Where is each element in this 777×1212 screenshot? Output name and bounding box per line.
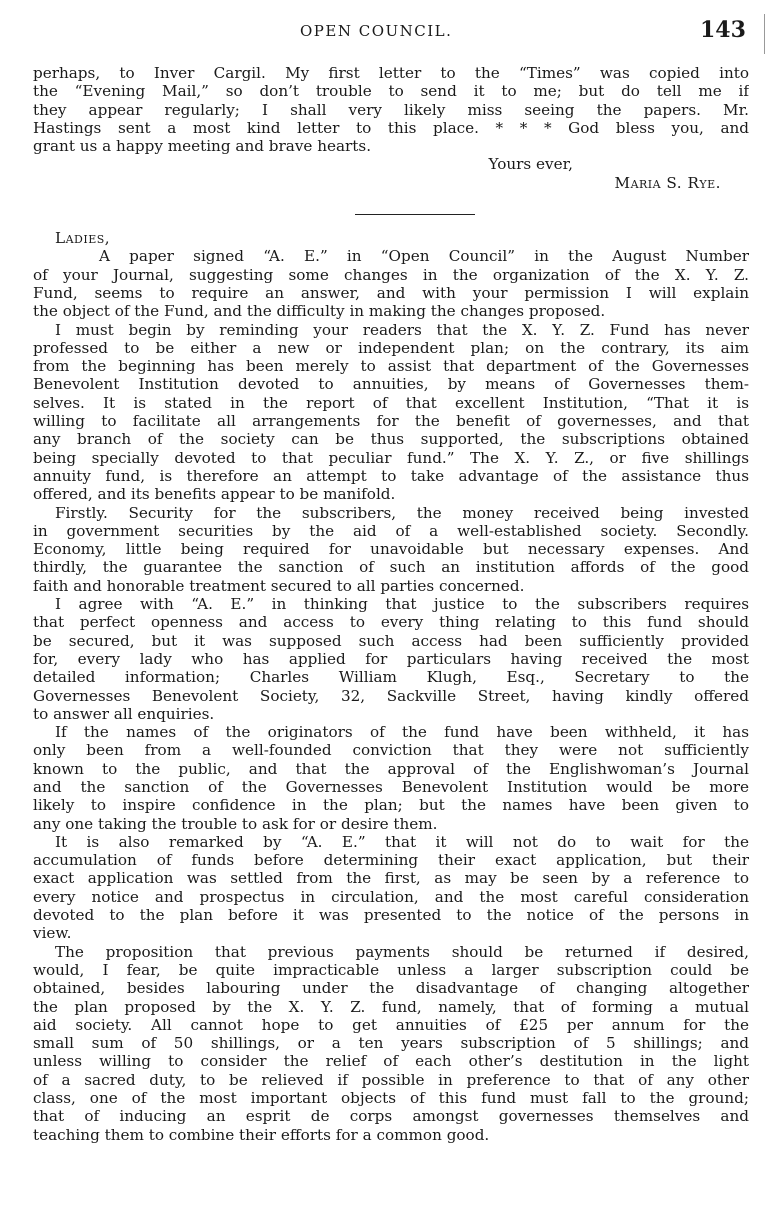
text-line: in government securities by the aid of a well-established society. Secondly.: [33, 521, 749, 540]
text-line: selves. It is stated in the report of that excellent Institution, “That it is: [33, 393, 749, 412]
text-line: Fund, seems to require an answer, and with your permission I will explain: [33, 283, 749, 302]
text-line: A paper signed “A. E.” in “Open Council” in the August Number: [99, 247, 749, 266]
text-line: and the sanction of the Governesses Benevolent Institution would be more: [33, 777, 749, 796]
text-line: the “Evening Mail,” so don’t trouble to send it to me; but do tell me if: [33, 82, 749, 101]
text-line: unless willing to consider the relief of each other’s destitution in the light: [33, 1052, 749, 1071]
text-line: obtained, besides labouring under the disadvantage of changing altogether: [33, 979, 749, 998]
text-line: for, every lady who has applied for particulars having received the most: [33, 649, 749, 668]
paragraph: [33, 833, 749, 943]
paragraph: [33, 247, 749, 320]
body-text: [33, 64, 749, 1144]
text-line: teaching them to combine their efforts for a common good.: [33, 1125, 490, 1144]
letter-closing: Yours ever,: [488, 155, 573, 174]
text-line: Benevolent Institution devoted to annuities, by means of Governesses them-: [33, 375, 749, 394]
text-line: be secured, but it was supposed such access had been sufficiently provided: [33, 631, 749, 650]
text-line: likely to inspire confidence in the plan; but the names have been given to: [33, 796, 749, 815]
text-line: annuity fund, is therefore an attempt to take advantage of the assistance thus: [33, 466, 749, 485]
text-line: of a sacred duty, to be relieved if possible in preference to that of any other: [33, 1070, 749, 1089]
text-line: that perfect openness and access to every thing relating to this fund should: [33, 613, 749, 632]
running-head: OPEN COUNCIL.: [300, 22, 453, 40]
text-line: from the beginning has been merely to assist that department of the Governesses: [33, 357, 749, 376]
page-header: [0, 14, 777, 46]
text-line: being specially devoted to that peculiar fund.” The X. Y. Z., or five shillings: [33, 448, 749, 467]
letter-continuation: [33, 64, 749, 192]
text-line: I agree with “A. E.” in thinking that justice to the subscribers requires: [55, 595, 749, 614]
paragraph: [33, 723, 749, 833]
text-line: known to the public, and that the approval of the Englishwoman’s Journal: [33, 759, 749, 778]
text-line: devoted to the plan before it was presented to the notice of the persons in: [33, 906, 749, 925]
page-number: 143: [700, 17, 746, 43]
text-line: willing to facilitate all arrangements for the benefit of governesses, and that: [33, 412, 749, 431]
text-line: detailed information; Charles William Klugh, Esq., Secretary to the: [33, 668, 749, 687]
text-line: Firstly. Security for the subscribers, the money received being invested: [55, 503, 749, 522]
text-line: to answer all enquiries.: [33, 704, 215, 723]
text-line: The proposition that previous payments should be returned if desired,: [55, 942, 749, 961]
text-line: offered, and its benefits appear to be manifold.: [33, 485, 396, 504]
text-line: accumulation of funds before determining their exact application, but their: [33, 851, 749, 870]
text-line: they appear regularly; I shall very likely miss seeing the papers. Mr.: [33, 100, 749, 119]
text-line: of your Journal, suggesting some changes in the organization of the X. Y. Z.: [33, 265, 749, 284]
text-line: Hastings sent a most kind letter to this place. * * * God bless you, and: [33, 118, 749, 137]
text-line: thirdly, the guarantee the sanction of such an institution affords of the good: [33, 558, 749, 577]
paragraph: [33, 321, 749, 504]
letter-signature: Maria S. Rye.: [614, 173, 721, 192]
text-line: professed to be either a new or independent plan; on the contrary, its aim: [33, 338, 749, 357]
text-line: every notice and prospectus in circulation, and the most careful consideration: [33, 887, 749, 906]
text-line: any one taking the trouble to ask for or desire them.: [33, 814, 438, 833]
text-line: Economy, little being required for unavoidable but necessary expenses. And: [33, 540, 749, 559]
text-line: the plan proposed by the X. Y. Z. fund, namely, that of forming a mutual: [33, 997, 749, 1016]
letter-reply: [33, 229, 749, 1144]
text-line: faith and honorable treatment secured to all parties concerned.: [33, 576, 525, 595]
text-line: perhaps, to Inver Cargil. My first letter to the “Times” was copied into: [33, 64, 749, 82]
text-line: would, I fear, be quite impracticable unless a larger subscription could be: [33, 960, 749, 979]
page-edge-rule: [764, 14, 765, 54]
text-line: only been from a well-founded conviction that they were not sufficiently: [33, 741, 749, 760]
text-line: that of inducing an esprit de corps amongst governesses themselves and: [33, 1107, 749, 1126]
paragraph: [33, 943, 749, 1144]
text-line: small sum of 50 shillings, or a ten years subscription of 5 shillings; and: [33, 1034, 749, 1053]
text-line: exact application was settled from the first, as may be seen by a reference to: [33, 869, 749, 888]
paragraph: [33, 504, 749, 595]
text-line: view.: [33, 924, 72, 943]
text-line: the object of the Fund, and the difficulty in making the changes proposed.: [33, 302, 606, 321]
text-line: Governesses Benevolent Society, 32, Sackville Street, having kindly offered: [33, 686, 749, 705]
text-line: any branch of the society can be thus supported, the subscriptions obtained: [33, 430, 749, 449]
section-divider: [355, 214, 475, 215]
text-line: grant us a happy meeting and brave hearts.: [33, 137, 372, 156]
text-line: aid society. All cannot hope to get annuities of £25 per annum for the: [33, 1015, 749, 1034]
text-line: It is also remarked by “A. E.” that it will not do to wait for the: [55, 832, 749, 851]
text-line: class, one of the most important objects of this fund must fall to the ground;: [33, 1089, 749, 1108]
text-line: I must begin by reminding your readers that the X. Y. Z. Fund has never: [55, 320, 749, 339]
text-line: If the names of the originators of the fund have been withheld, it has: [55, 723, 749, 742]
salutation: Ladies,: [55, 229, 111, 248]
paragraph: [33, 595, 749, 723]
